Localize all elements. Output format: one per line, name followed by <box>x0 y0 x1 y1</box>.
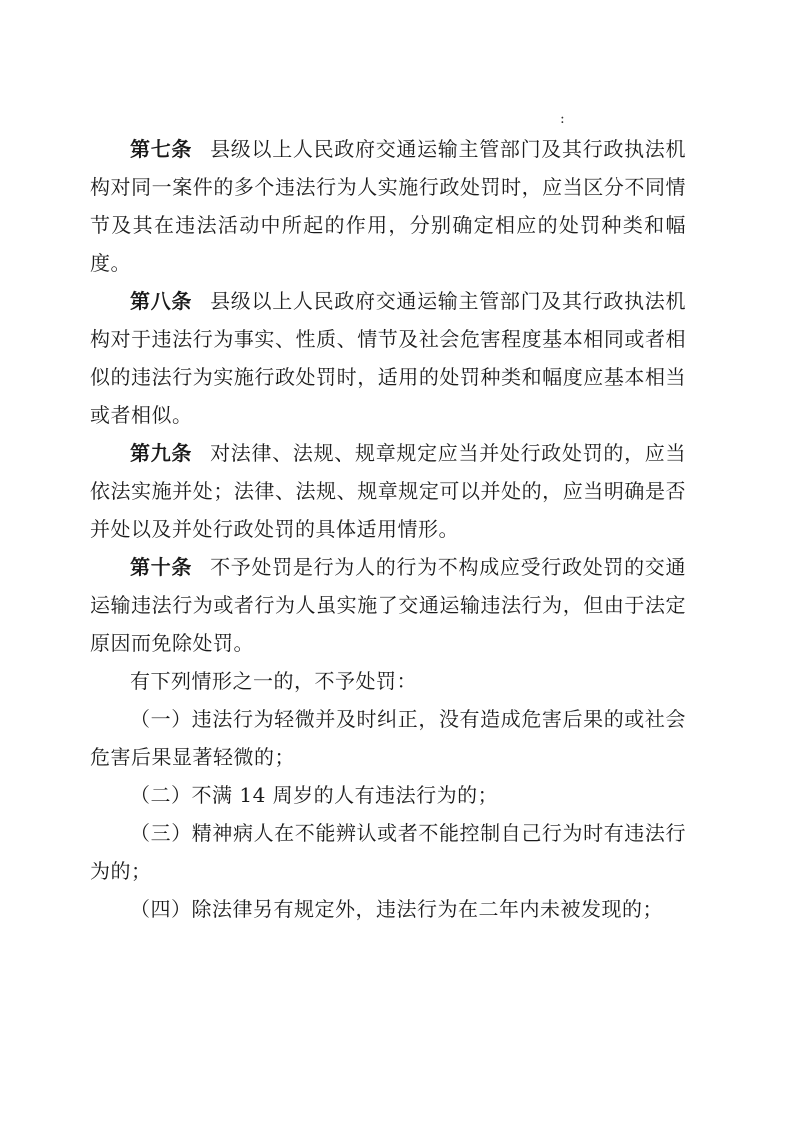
page-mark: : <box>560 111 565 127</box>
article-7 <box>90 130 686 282</box>
list-item-1: （一）违法行为轻微并及时纠正，没有造成危害后果的或社会危害后果显著轻微的； <box>90 707 686 769</box>
article-8 <box>90 282 686 434</box>
article-heading: 第九条 <box>130 441 193 465</box>
article-text: 县级以上人民政府交通运输主管部门及其行政执法机构对于违法行为事实、性质、情节及社会危害程度基本相同或者相似的违法行为实施行政处罚时，适用的处罚种类和幅度应基本相当或者相似。 <box>90 289 687 427</box>
list-item-2: （二）不满 14 周岁的人有违法行为的； <box>130 783 499 807</box>
article-text: 不予处罚是行为人的行为不构成应受行政处罚的交通运输违法行为或者行为人虽实施了交通运输违法行为，但由于法定原因而免除处罚。 <box>90 555 687 655</box>
article-9 <box>90 434 686 548</box>
article-heading: 第八条 <box>130 289 193 313</box>
article-10 <box>90 548 686 662</box>
article-text: 县级以上人民政府交通运输主管部门及其行政执法机构对同一案件的多个违法行为人实施行政处罚时，应当区分不同情节及其在违法活动中所起的作用，分别确定相应的处罚种类和幅度。 <box>90 137 687 275</box>
article-heading: 第十条 <box>130 555 193 579</box>
list-item-4: （四）除法律另有规定外，违法行为在二年内未被发现的； <box>130 897 663 921</box>
article-text: 对法律、法规、规章规定应当并处行政处罚的，应当依法实施并处；法律、法规、规章规定可以并处的，应当明确是否并处以及并处行政处罚的具体适用情形。 <box>90 441 687 541</box>
article-heading: 第七条 <box>130 137 193 161</box>
list-item-3: （三）精神病人在不能辨认或者不能控制自己行为时有违法行为的； <box>90 821 686 883</box>
document-body <box>90 130 686 928</box>
list-intro: 有下列情形之一的，不予处罚： <box>130 669 417 693</box>
